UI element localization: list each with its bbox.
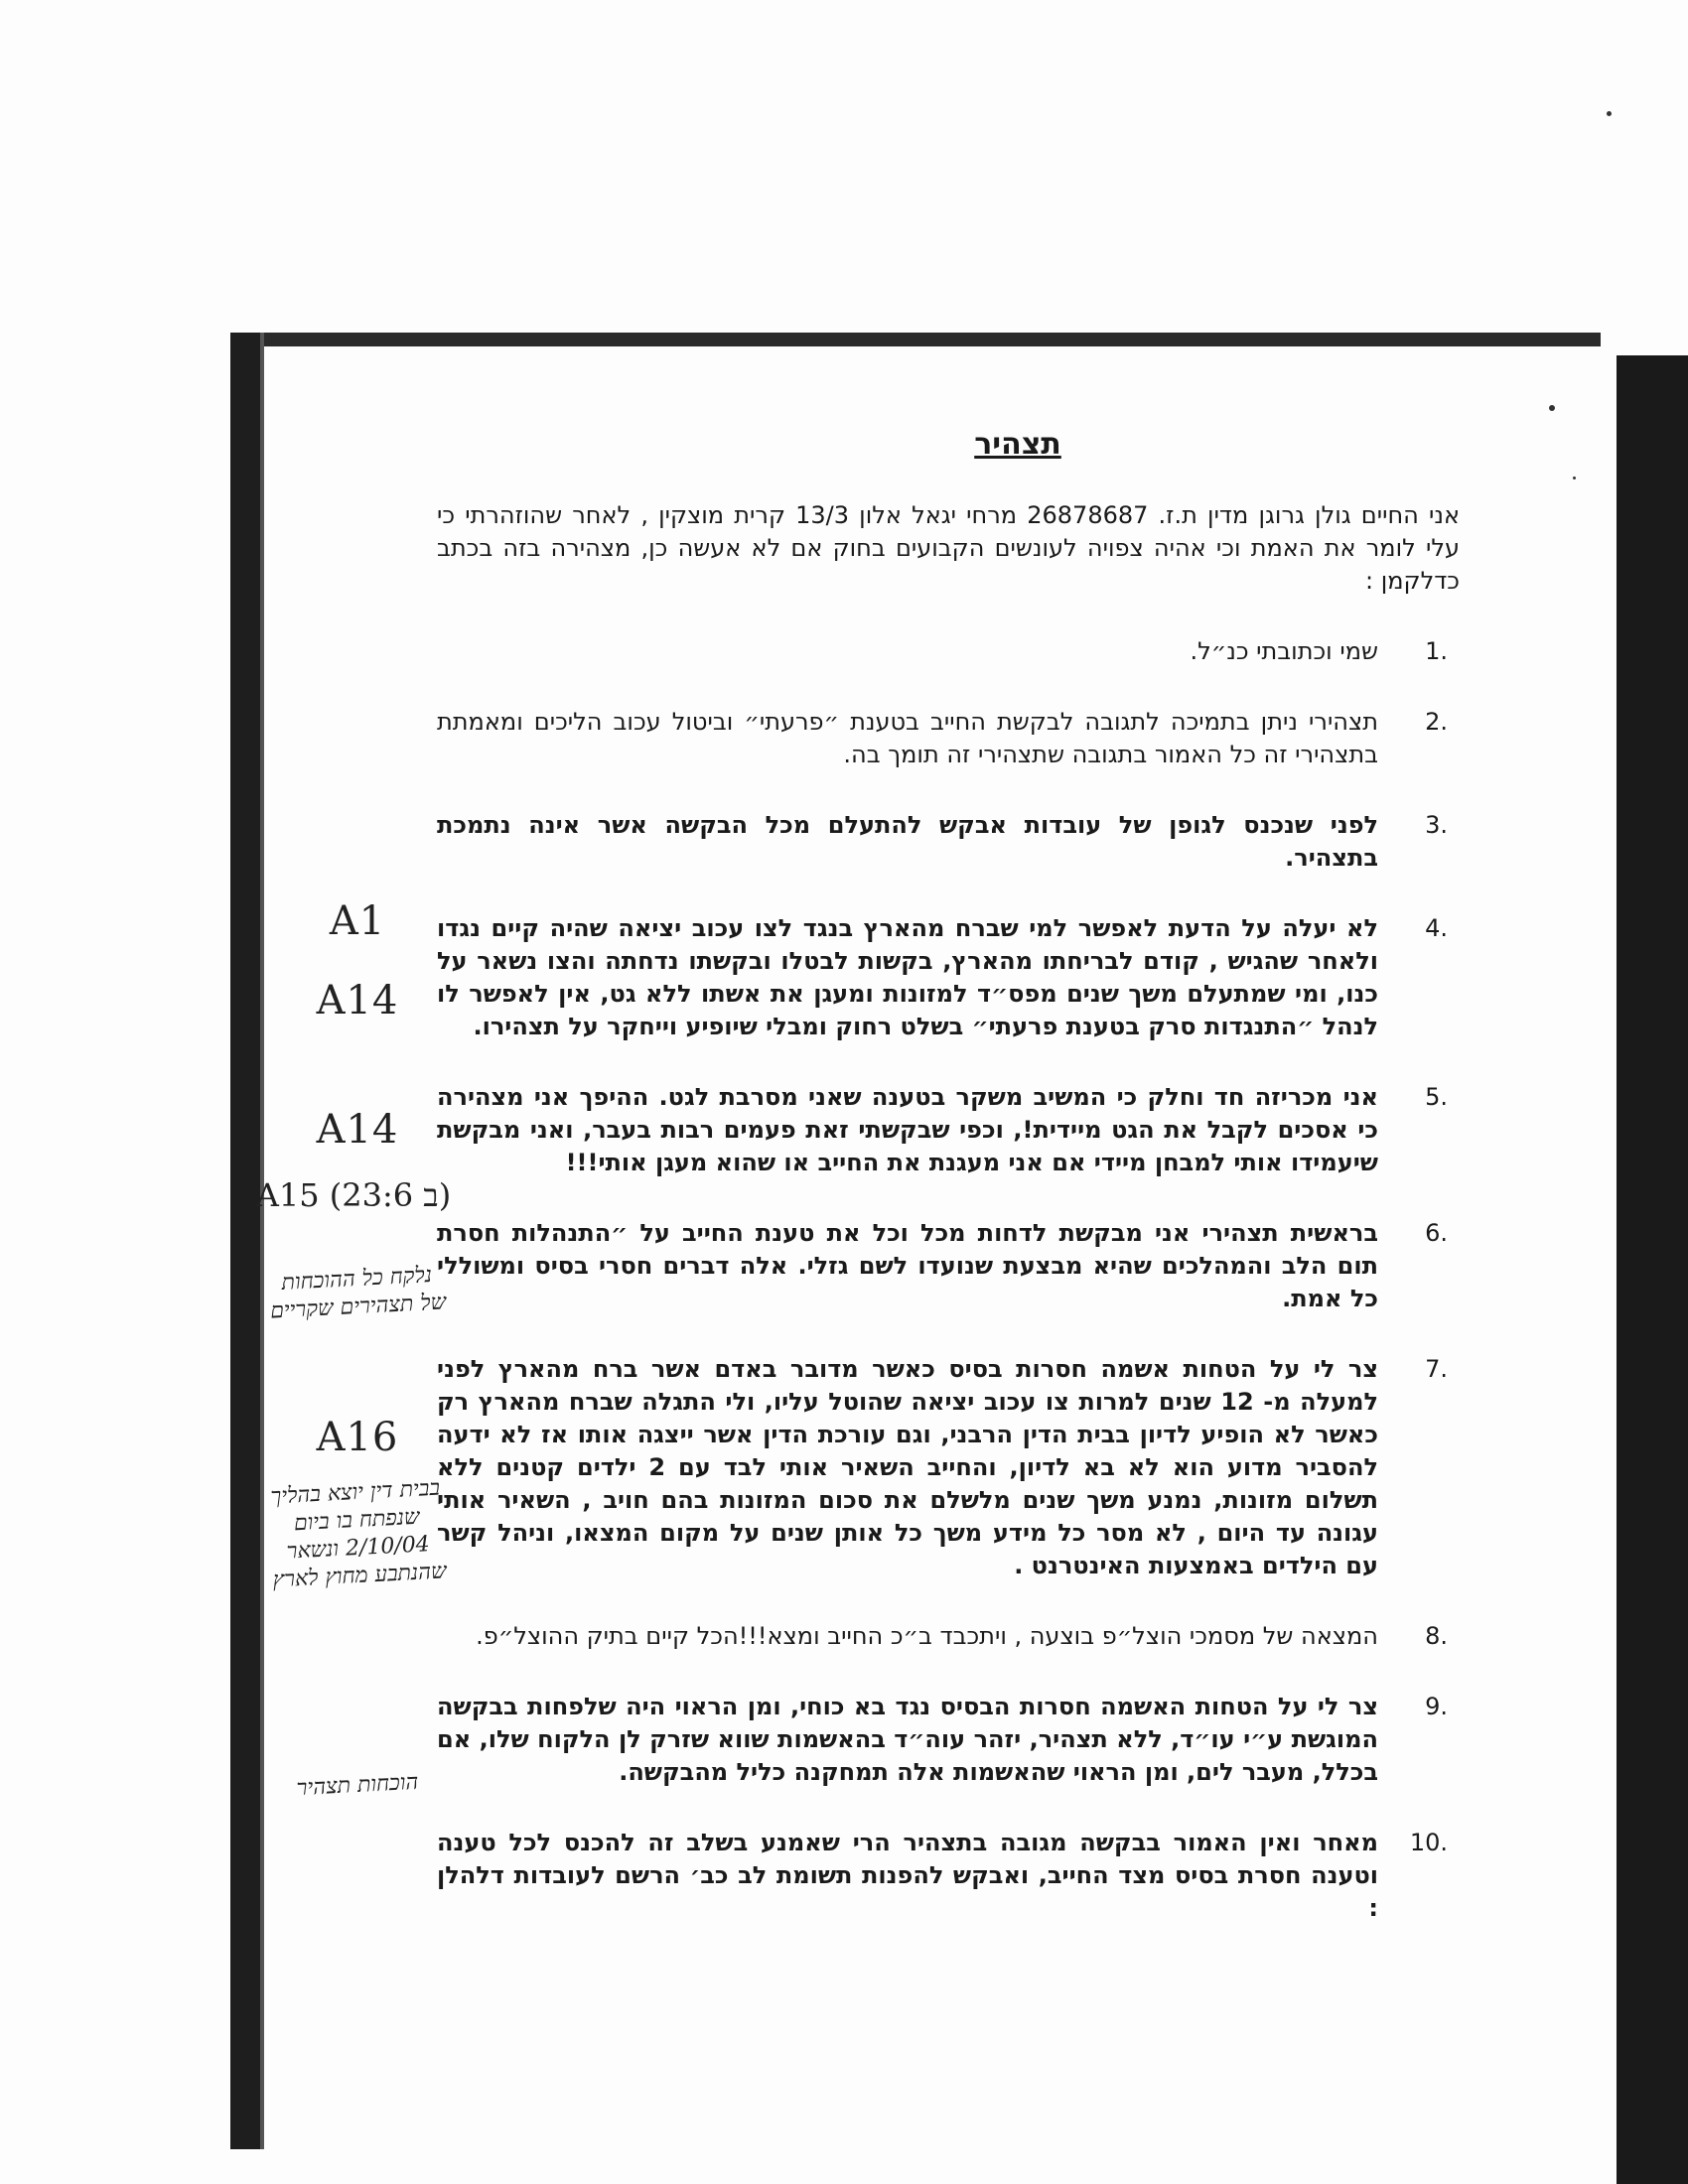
item-number: .4 [1425, 914, 1448, 942]
item-number: .6 [1425, 1219, 1448, 1247]
scan-edge-top [260, 333, 1601, 346]
margin-note-item-9: הוכחות תצהיר [296, 1769, 419, 1802]
item-text: אני מכריזה חד וחלק כי המשיב משקר בטענה שאני מסרבת לגט. ההיפך אני מצהירה כי אסכים לקבל את הגט מיידית!, וכפי שבקשתי זאת פעמים רבות בעבר, ואני מבקשת שיעמידו אותי למבחן מיידי אם אני מעגנת את החייב או שהוא מעגן אותי!!! [437, 1083, 1378, 1176]
item-text: המצאה של מסמכי הוצל״פ בוצעה , ויתכבד ב״כ החייב ומצא!!!הכל קיים בתיק ההוצל״פ. [476, 1622, 1378, 1650]
list-item [437, 1353, 1460, 1582]
scan-speck [1549, 405, 1555, 411]
list-item [437, 635, 1460, 668]
list-item [437, 912, 1460, 1043]
item-number: .7 [1425, 1355, 1448, 1383]
list-item [437, 1620, 1460, 1653]
margin-note-item-6: נלקח כל ההוכחות של תצהירים שקריים [269, 1263, 447, 1324]
document-title: תצהיר [974, 427, 1061, 462]
scan-edge-left-inner [260, 333, 264, 2149]
margin-note-a14: A14 [316, 978, 399, 1024]
scan-edge-left [230, 333, 264, 2149]
item-number: .3 [1425, 811, 1448, 839]
list-item [437, 809, 1460, 875]
scan-edge-right [1617, 355, 1688, 2184]
list-item [437, 706, 1460, 771]
item-text: מאחר ואין האמור בבקשה מגובה בתצהיר הרי שאמנע בשלב זה להכנס לכל טענה וטענה חסרת בסיס מצד החייב, ואבקש להפנות תשומת לב כב׳ הרשם לעובדות דלהלן : [437, 1829, 1378, 1922]
item-number: .10 [1409, 1829, 1448, 1856]
item-number: .2 [1425, 708, 1448, 736]
list-item [437, 1217, 1460, 1315]
affidavit-body [437, 427, 1460, 1963]
item-text: לא יעלה על הדעת לאפשר למי שברח מהארץ בנגד לצו עכוב יציאה שהיה קיים נגדו ולאחר שהגיש , קודם לבריחתו מהארץ, בקשות לבטלו ובקשתו נדחתה והצו נשאר על כנו, ומי שמתעלם משך שנים מפס״ד למזונות ומעגן את אשתו ללא גט, אין לאפשר לו לנהל ״התנגדות סרק בטענת פרעתי״ בשלט רחוק ומבלי שיופיע וייחקר על תצהירו. [437, 914, 1378, 1040]
margin-note-a16: A16 [316, 1415, 399, 1460]
margin-note-a14: A14 [316, 1107, 399, 1153]
margin-note-a15: A15 (23:6 ב) [255, 1176, 452, 1214]
item-number: .1 [1425, 637, 1448, 665]
item-number: .5 [1425, 1083, 1448, 1111]
scan-speck [1607, 111, 1612, 116]
intro-paragraph: אני החיים גולן גרוגן מדין ת.ז. 26878687 מרחי יגאל אלון 13/3 קרית מוצקין , לאחר שהוזהרתי כי עלי לומר את האמת וכי אהיה צפויה לעונשים הקבועים בחוק אם לא אעשה כן, מצהירה בזה בכתב כדלקמן : [437, 501, 1460, 595]
item-text: שמי וכתובתי כנ״ל. [1190, 637, 1378, 665]
margin-note-a1: A1 [329, 898, 386, 944]
item-text: צר לי על הטחות אשמה חסרות בסיס כאשר מדובר באדם אשר ברח מהארץ לפני למעלה מ- 12 שנים למרות צו עכוב יציאה שהוטל עליו, ולי התגלה שברח מהארץ רק כאשר לא הופיע לדיון בבית הדין הרבני, וגם עורכת הדין אשר ייצגה אותו אז לא ידעה להסביר מדוע הוא לא בא לדיון, והחייב השאיר אותי לבד עם 2 ילדים קטנים ללא תשלום מזונות, נמנע משך שנים מלשלם את סכום המזונות בהם חויב , השאיר אותי עגונה עד היום , לא מסר כל מידע משך כל אותן שנים על מקום המצאו, וניהל קשר עם הילדים באמצעות האינטרנט . [437, 1355, 1379, 1579]
list-item [437, 1081, 1460, 1179]
item-number: .9 [1425, 1693, 1448, 1720]
scan-speck [1573, 477, 1576, 479]
item-text: תצהירי ניתן בתמיכה לתגובה לבקשת החייב בטענת ״פרעתי״ וביטול עכוב הליכים ומאמתת בתצהירי זה כל האמור בתגובה שתצהירי זה תומך בה. [437, 708, 1378, 768]
item-text: לפני שנכנס לגופן של עובדות אבקש להתעלם מכל הבקשה אשר אינה נתמכת בתצהיר. [437, 811, 1378, 872]
item-text: צר לי על הטחות האשמה חסרות הבסיס נגד בא כוחי, ומן הראוי היה שלפחות בבקשה המוגשת ע״י עו״ד, ללא תצהיר, יזהר עוה״ד בהאשמות שווא שזרק לן הלקוח שלו, אם בכלל, מעבר לים, ומן הראוי שהאשמות אלה תמחקנה כליל מהבקשה. [437, 1693, 1378, 1786]
list-item [437, 1691, 1460, 1789]
item-text: בראשית תצהירי אני מבקשת לדחות מכל וכל את טענת החייב על ״התנהלות חסרת תום הלב והמהלכים שהיא מבצעת שנועדו לשם גזלי. אלה דברים חסרי בסיס ומשוללי כל אמת. [437, 1219, 1378, 1312]
item-number: .8 [1425, 1622, 1448, 1650]
list-item [437, 1827, 1460, 1925]
margin-note-item-7: בבית דין יוצא בהליך שנפתח בו ביום 2/10/04 ונשאר שהנתבע מחוץ לארץ [269, 1475, 448, 1593]
